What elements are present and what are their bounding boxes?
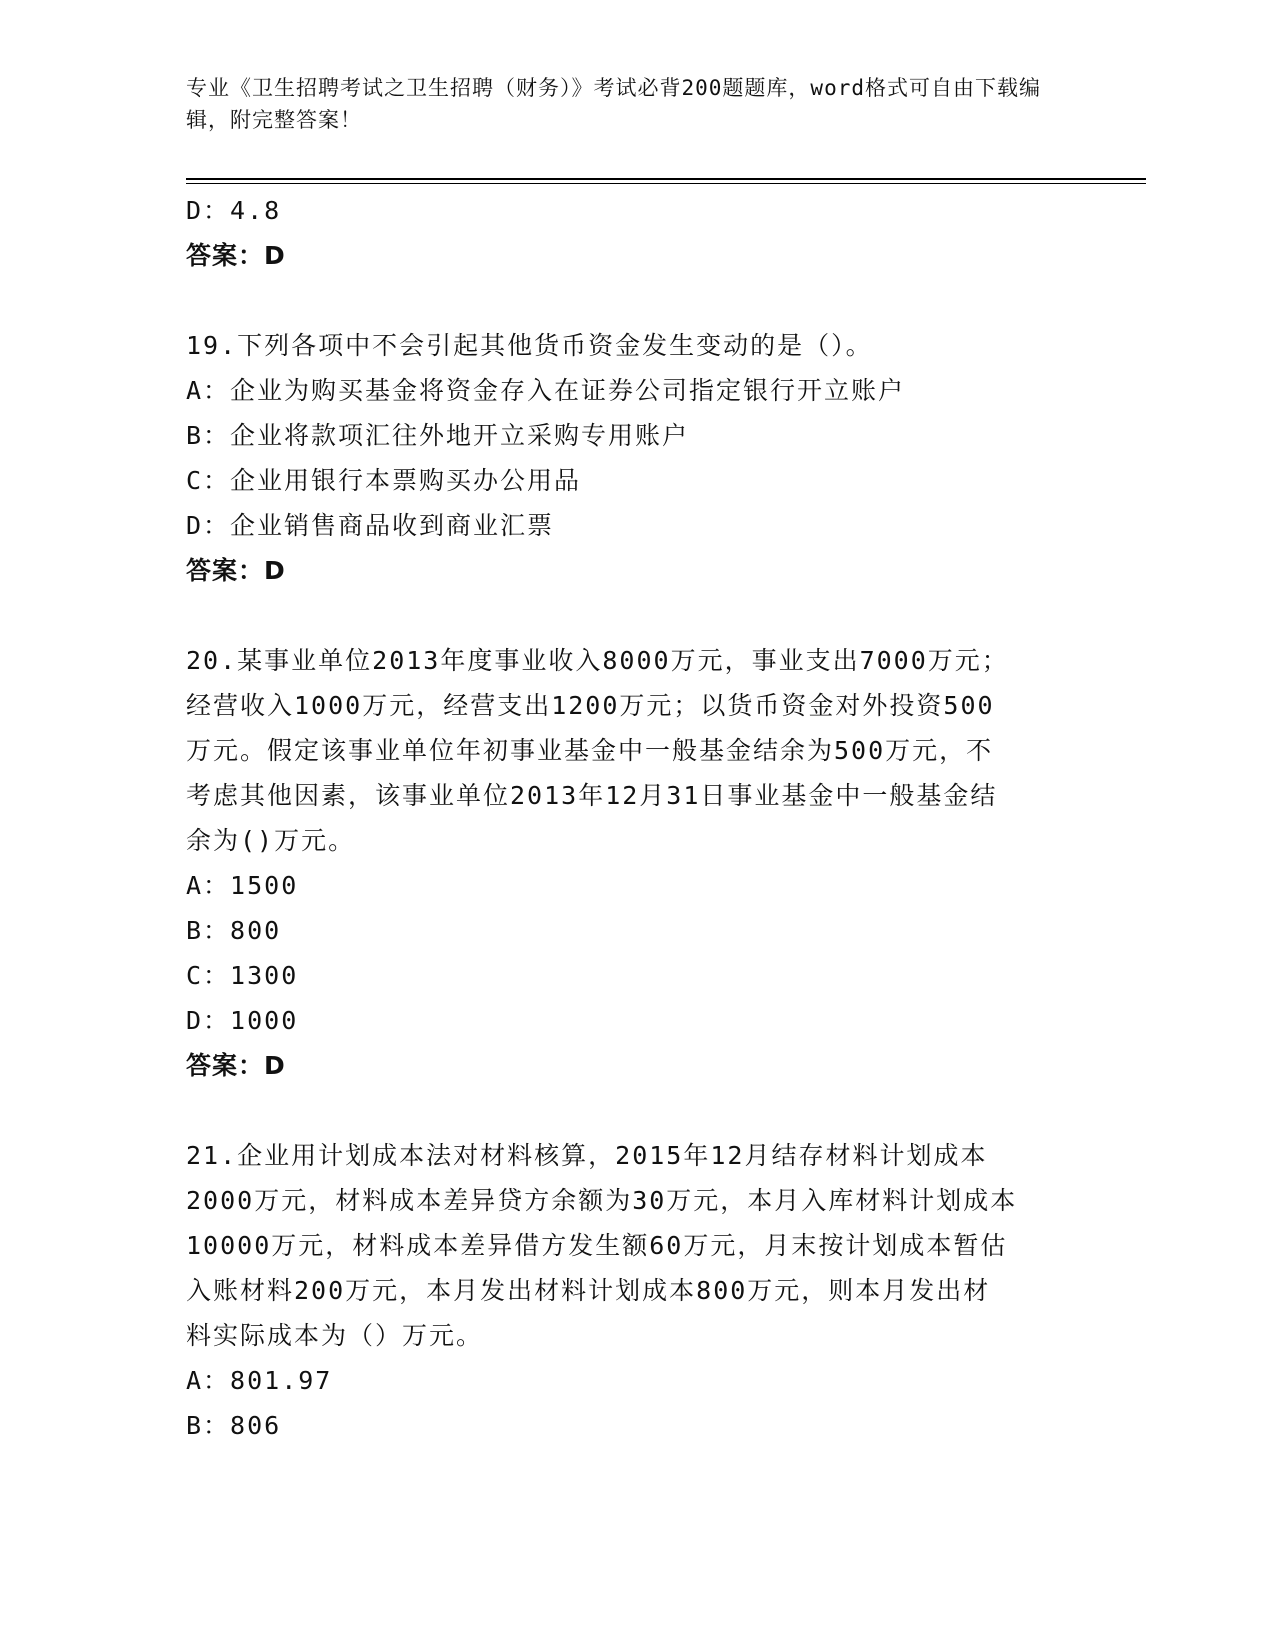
question-text-line: 经营收入1000万元，经营支出1200万元；以货币资金对外投资500 [186,691,995,720]
spacer [186,593,1086,638]
question-text: 19.下列各项中不会引起其他货币资金发生变动的是（）。 [186,331,873,360]
option-d: D：4.8 [186,196,282,225]
option-d: D：企业销售商品收到商业汇票 [186,511,555,540]
answer-line: 答案：D [186,241,286,270]
header-divider-thin [186,183,1146,184]
option-a: A：1500 [186,871,299,900]
question-text-line: 10000万元，材料成本差异借方发生额60万元，月末按计划成本暂估 [186,1231,1008,1260]
option-c: C：1300 [186,961,299,990]
document-body [186,188,1086,1448]
question-20 [186,638,1086,1088]
option-b: B：800 [186,916,282,945]
header-divider-thick [186,178,1146,180]
option-a: A：企业为购买基金将资金存入在证券公司指定银行开立账户 [186,376,906,405]
option-b: B：企业将款项汇往外地开立采购专用账户 [186,421,690,450]
answer-line: 答案：D [186,1051,286,1080]
question-text-line: 20.某事业单位2013年度事业收入8000万元，事业支出7000万元； [186,646,1009,675]
question-21 [186,1133,1086,1448]
question-text-line: 考虑其他因素，该事业单位2013年12月31日事业基金中一般基金结 [186,781,998,810]
question-text-line: 料实际成本为（）万元。 [186,1321,484,1350]
answer-line: 答案：D [186,556,286,585]
option-c: C：企业用银行本票购买办公用品 [186,466,582,495]
option-a: A：801.97 [186,1366,333,1395]
spacer [186,1088,1086,1133]
question-text-line: 2000万元，材料成本差异贷方余额为30万元，本月入库材料计划成本 [186,1186,1018,1215]
question-text-line: 余为()万元。 [186,826,356,855]
option-b: B：806 [186,1411,282,1440]
spacer [186,278,1086,323]
question-text-line: 入账材料200万元，本月发出材料计划成本800万元，则本月发出材 [186,1276,991,1305]
header-title: 专业《卫生招聘考试之卫生招聘（财务）》考试必背200题题库，word格式可自由下载编辑，附完整答案！ [186,76,1041,132]
question-text-line: 万元。假定该事业单位年初事业基金中一般基金结余为500万元，不 [186,736,994,765]
question-19 [186,323,1086,593]
option-d: D：1000 [186,1006,299,1035]
question-text-line: 21.企业用计划成本法对材料核算，2015年12月结存材料计划成本 [186,1141,988,1170]
document-header [186,72,1066,136]
